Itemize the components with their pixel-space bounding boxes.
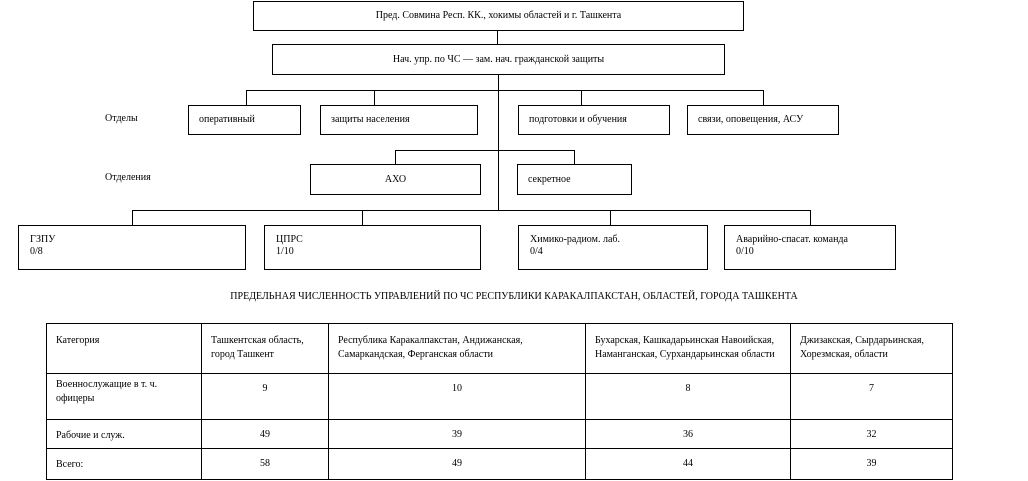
section-box-secret: секретное [517, 164, 632, 195]
value-cell: 36 [586, 420, 791, 449]
connector-unit4 [810, 210, 811, 225]
department-box-training: подготовки и обучения [518, 105, 670, 135]
connector-sec1 [395, 150, 396, 164]
value-cell: 58 [202, 449, 329, 480]
unit-box-chem-lab [518, 225, 708, 270]
sections-label: Отделения [105, 172, 151, 183]
unit-name: ГЗПУ [30, 234, 56, 245]
header-cell: Джизакская, Сырдарьинская, Хорезмская, области [791, 324, 953, 374]
connector-departments-bar [246, 90, 764, 91]
unit-box-tsprs [264, 225, 481, 270]
value-cell: 49 [202, 420, 329, 449]
value-cell: 32 [791, 420, 953, 449]
value-cell: 8 [586, 374, 791, 420]
connector-dep2 [374, 90, 375, 106]
connector-unit3 [610, 210, 611, 225]
connector-sections-bar [395, 150, 575, 151]
value-cell: 7 [791, 374, 953, 420]
table-row [47, 374, 953, 420]
department-box-communications: связи, оповещения, АСУ [687, 105, 839, 135]
connector-sec2 [574, 150, 575, 164]
unit-value: 0/10 [736, 246, 754, 257]
value-cell: 49 [329, 449, 586, 480]
head-box: Нач. упр. по ЧС — зам. нач. гражданской защиты [272, 44, 725, 75]
staffing-table [46, 323, 953, 480]
unit-value: 0/4 [530, 246, 543, 257]
unit-value: 0/8 [30, 246, 43, 257]
unit-box-rescue-team [724, 225, 896, 270]
table-row [47, 449, 953, 480]
unit-box-gzpu [18, 225, 246, 270]
unit-name: Аварийно-спасат. команда [736, 234, 848, 245]
value-cell: 39 [791, 449, 953, 480]
header-cell: Ташкентская область, город Ташкент [202, 324, 329, 374]
category-cell: Рабочие и служ. [47, 420, 202, 449]
value-cell: 44 [586, 449, 791, 480]
connector-top [497, 30, 498, 44]
header-cell: Категория [47, 324, 202, 374]
connector-dep1 [246, 90, 247, 106]
table-title: ПРЕДЕЛЬНАЯ ЧИСЛЕННОСТЬ УПРАВЛЕНИЙ ПО ЧС РЕСПУБЛИКИ КАРАКАЛПАКСТАН, ОБЛАСТЕЙ, ГОРОДА ТАШКЕНТА [230, 291, 798, 302]
connector-unit2 [362, 210, 363, 225]
connector-units-bar [132, 210, 811, 211]
header-cell: Бухарская, Кашкадарьинская Навоийская, Наманганская, Сурхандарьинская области [586, 324, 791, 374]
unit-name: Химико-радиом. лаб. [530, 234, 620, 245]
connector-dep3 [581, 90, 582, 106]
top-box: Пред. Совмина Респ. КК., хокимы областей и г. Ташкента [253, 1, 744, 31]
table-header-row [47, 324, 953, 374]
header-cell: Республика Каракалпакстан, Андижанская, Самаркандская, Ферганская области [329, 324, 586, 374]
category-cell: Всего: [47, 449, 202, 480]
category-cell: Военнослужащие в т. ч. офицеры [47, 374, 202, 420]
department-box-protection: защиты населения [320, 105, 478, 135]
connector-unit1 [132, 210, 133, 225]
connector-dep4 [763, 90, 764, 106]
section-box-aho: АХО [310, 164, 481, 195]
table-row [47, 420, 953, 449]
unit-value: 1/10 [276, 246, 294, 257]
value-cell: 10 [329, 374, 586, 420]
departments-label: Отделы [105, 113, 138, 124]
unit-name: ЦПРС [276, 234, 303, 245]
value-cell: 9 [202, 374, 329, 420]
value-cell: 39 [329, 420, 586, 449]
connector-trunk [498, 75, 499, 210]
department-box-operational: оперативный [188, 105, 301, 135]
